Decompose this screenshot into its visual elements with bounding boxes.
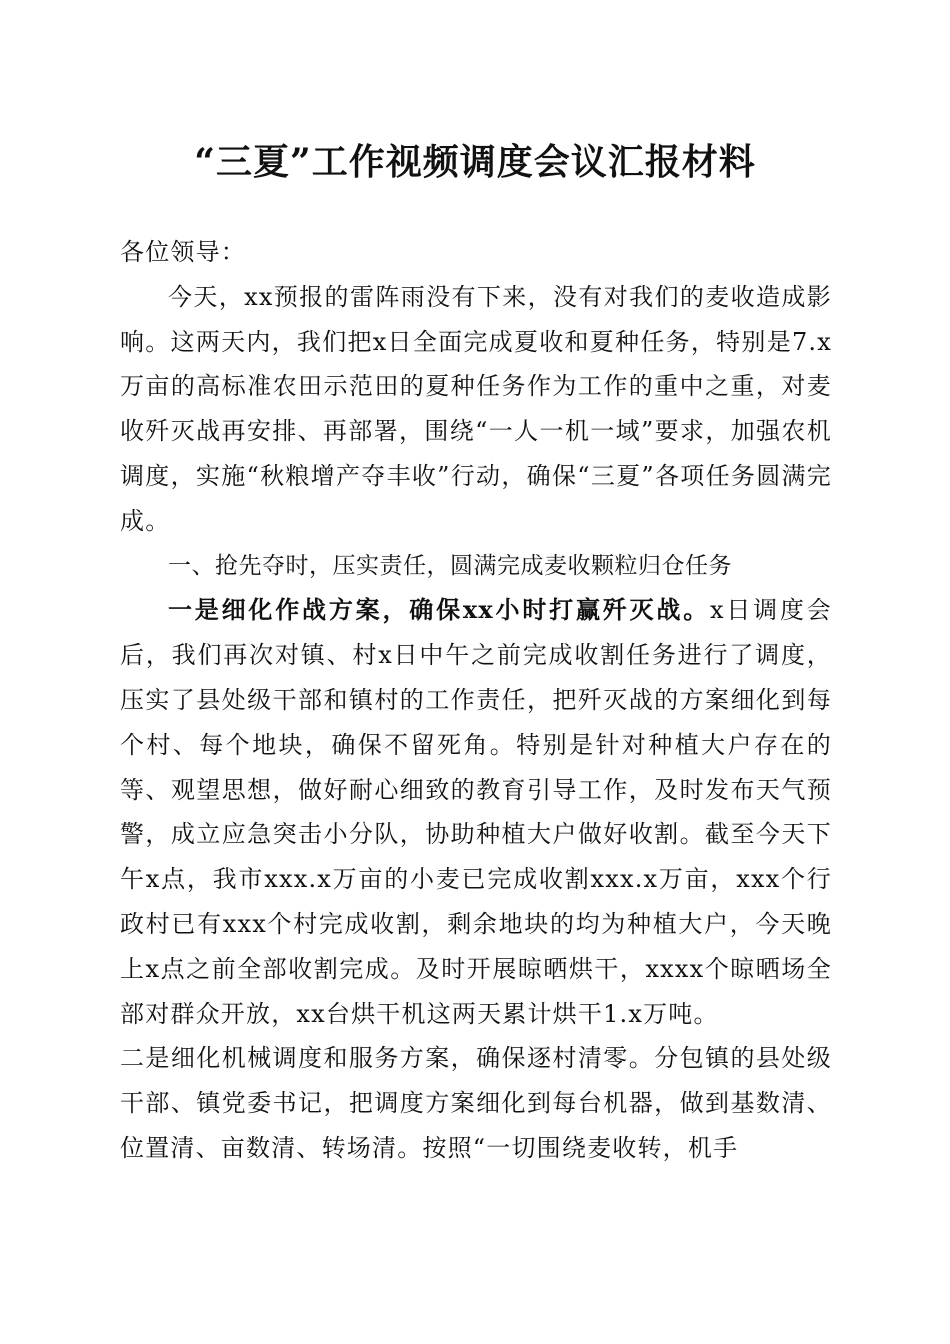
document-title: “三夏”工作视频调度会议汇报材料	[194, 141, 756, 183]
point-two-body: 分包镇的县处级干部、镇党委书记，把调度方案细化到每台机器，做到基数清、位置清、亩数清、转场清。按照“一切围绕麦收转，机手	[120, 1044, 832, 1162]
intro-paragraph: 今天，xx预报的雷阵雨没有下来，没有对我们的麦收造成影响。这两天内，我们把x日全面完成夏收和夏种任务，特别是7.x万亩的高标准农田示范田的夏种任务作为工作的重中之重，对麦收歼灭战再安排、再部署，围绕“一人一机一域”要求，加强农机调度，实施“秋粮增产夺丰收”行动，确保“三夏”各项任务圆满完成。	[120, 282, 832, 535]
salutation: 各位领导：	[120, 238, 246, 266]
point-one-paragraph	[120, 588, 832, 1036]
point-one-body: x日调度会后，我们再次对镇、村x日中午之前完成收割任务进行了调度，压实了县处级干部和镇村的工作责任，把歼灭战的方案细化到每个村、每个地块，确保不留死角。特别是针对种植大户存在的等、观望思想，做好耐心细致的教育引导工作，及时发布天气预警，成立应急突击小分队，协助种植大户做好收割。截至今天下午x点，我市xxx.x万亩的小麦已完成收割xxx.x万亩，xxx个行政村已有xxx个村完成收割，剩余地块的均为种植大户，今天晚上x点之前全部收割完成。及时开展晾晒烘干，xxxx个晾晒场全部对群众开放，xx台烘干机这两天累计烘干1.x万吨。	[120, 596, 832, 1028]
point-two-paragraph	[120, 1036, 832, 1170]
point-one-lead: 一是细化作战方案，确保xx小时打赢歼灭战。	[168, 595, 711, 625]
section-heading: 一、抢先夺时，压实责任，圆满完成麦收颗粒归仓任务	[168, 552, 732, 579]
point-two-lead: 二是细化机械调度和服务方案，确保逐村清零。	[120, 1044, 655, 1073]
document-body	[120, 230, 832, 1171]
